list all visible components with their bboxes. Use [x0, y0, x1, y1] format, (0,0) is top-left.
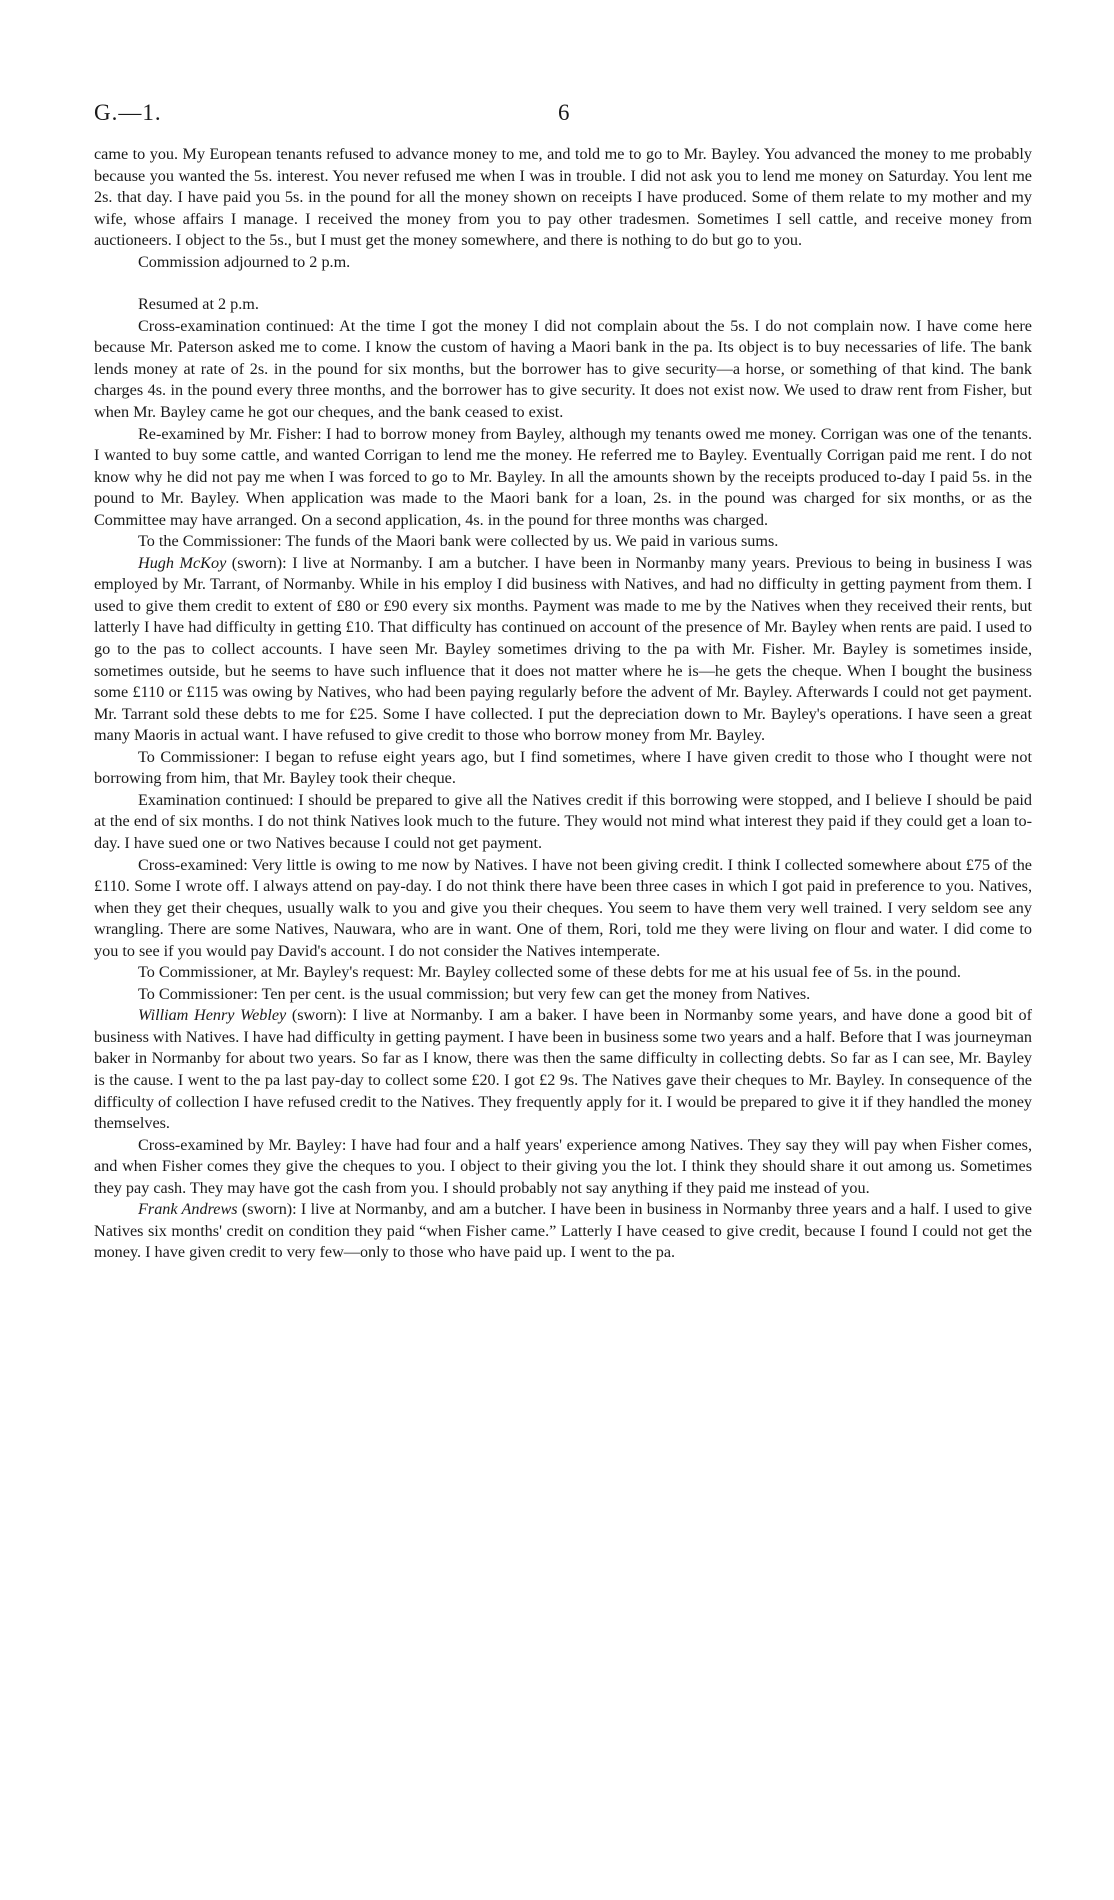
page-number: 6 [558, 100, 570, 125]
paragraph-cross-examined [94, 855, 1032, 963]
paragraph-text: (sworn): I live at Normanby, and am a butcher. I have been in business in Normanby three years and a half. I used to give Natives six months' credit on condition they paid “when Fisher came.” Latterly I have ceased to give credit, because I found I could not get the money. I have given credit to very few—only to those who have paid up. I went to the pa. [94, 1200, 1032, 1262]
paragraph-text: came to you. My European tenants refused to advance money to me, and told me to go to Mr. Bayley. You advanced the money to me probably because you wanted the 5s. interest. You never refused me when I was in trouble. I did not ask you to lend me money on Saturday. You lent me 2s. that day. I have paid you 5s. in the pound for all the money shown on receipts I have produced. Some of them relate to my mother and my wife, whose affairs I manage. I received the money from you to pay other tradesmen. Sometimes I sell cattle, and receive money from auctioneers. I object to the 5s., but I must get the money somewhere, and there is nothing to do but go to you. [94, 145, 1032, 250]
paragraph-cross-examined-by-bayley [94, 1135, 1032, 1200]
witness-name: William Henry Webley [138, 1006, 287, 1025]
paragraph-to-commissioner [94, 747, 1032, 790]
paragraph-text: Cross-examined: Very little is owing to me now by Natives. I have not been giving credit. I think I collected somewhere about £75 of the £110. Some I wrote off. I always attend on pay-day. I do not think there have been three cases in which I got paid in preference to you. Natives, when they get their cheques, usually walk to you and give you their cheques. You seem to have them very well trained. I very seldom see any wrangling. There are some Natives, Nauwara, who are in want. One of them, Rori, told me they were living on flour and water. I did come to you to see if you would pay David's account. I do not consider the Natives intemperate. [94, 855, 1032, 960]
paragraph-to-commissioner-request [94, 962, 1032, 984]
page-header [94, 100, 1032, 144]
paragraph-text: To Commissioner: Ten per cent. is the usual commission; but very few can get the money from Natives. [138, 984, 811, 1003]
paragraph-text: Examination continued: I should be prepared to give all the Natives credit if this borrowing were stopped, and I believe I should be paid at the end of six months. I do not think Natives look much to the future. They would not mind what interest they paid if they could get a loan to-day. I have sued one or two Natives because I could not get payment. [94, 790, 1032, 852]
paragraph-adjournment [94, 252, 1032, 274]
paragraph-text: (sworn): I live at Normanby. I am a butcher. I have been in Normanby many years. Previous to being in business I was employed by Mr. Tarrant, of Normanby. While in his employ I did business with Natives, and had no difficulty in getting payment from them. I used to give them credit to extent of £80 or £90 every six months. Payment was made to me by the Natives when they received their rents, but latterly I have had difficulty in getting £10. That difficulty has continued on account of the presence of Mr. Bayley when rents are paid. I used to go to the pas to collect accounts. I have seen Mr. Bayley sometimes driving to the pa with Mr. Fisher. Mr. Bayley is sometimes inside, sometimes outside, but he seems to have such influence that it does not matter where he is—he gets the cheque. When I bought the business some £110 or £115 was owing by Natives, who had been paying regularly before the advent of Mr. Bayley. Afterwards I could not get payment. Mr. Tarrant sold these debts to me for £25. Some I have collected. I put the depreciation down to Mr. Bayley's operations. I have seen a great many Maoris in actual want. I have refused to give credit to those who borrow money from Mr. Bayley. [94, 553, 1032, 745]
paragraph-resumed [94, 294, 1032, 316]
document-reference: G.—1. [94, 100, 162, 125]
paragraph-text: To Commissioner, at Mr. Bayley's request: Mr. Bayley collected some of these debts for me at his usual fee of 5s. in the pound. [138, 963, 961, 982]
witness-name: Frank Andrews [138, 1200, 238, 1219]
body-text [94, 144, 1032, 1264]
paragraph-cross-examination [94, 316, 1032, 424]
paragraph-re-examination [94, 424, 1032, 532]
document-page [94, 100, 1032, 1264]
paragraph-to-commissioner [94, 984, 1032, 1006]
paragraph-to-commissioner [94, 531, 1032, 553]
paragraph-andrews-testimony [94, 1199, 1032, 1264]
paragraph-text: Resumed at 2 p.m. [138, 295, 259, 314]
paragraph-webley-testimony [94, 1005, 1032, 1134]
paragraph-text: To Commissioner: I began to refuse eight years ago, but I find sometimes, where I have given credit to those who I thought were not borrowing from him, that Mr. Bayley took their cheque. [94, 747, 1032, 788]
paragraph-text: (sworn): I live at Normanby. I am a baker. I have been in Normanby some years, and have done a good bit of business with Natives. I have had difficulty in getting payment. I have been in business some two years and a half. Before that I was journeyman baker in Normanby for about two years. So far as I know, there was then the same difficulty in collecting debts. So far as I can see, Mr. Bayley is the cause. I went to the pa last pay-day to collect some £20. I got £2 9s. The Natives gave their cheques to Mr. Bayley. In consequence of the difficulty of collection I have refused credit to the Natives. They frequently apply for it. I would be prepared to give it if they handled the money themselves. [94, 1006, 1032, 1133]
paragraph-text: Commission adjourned to 2 p.m. [138, 252, 351, 271]
paragraph-continuation [94, 144, 1032, 252]
paragraph-text: Cross-examined by Mr. Bayley: I have had four and a half years' experience among Natives. They say they will pay when Fisher comes, and when Fisher comes they give the cheques to you. I object to their giving you the lot. I think they should share it out among us. Sometimes they pay cash. They may have got the cash from you. I should probably not say anything if they paid me instead of you. [94, 1135, 1032, 1197]
paragraph-text: To the Commissioner: The funds of the Maori bank were collected by us. We paid in various sums. [138, 532, 779, 551]
paragraph-text: Re-examined by Mr. Fisher: I had to borrow money from Bayley, although my tenants owed me money. Corrigan was one of the tenants. I wanted to buy some cattle, and wanted Corrigan to lend me the money. He referred me to Bayley. Eventually Corrigan paid me rent. I do not know why he did not pay me when I was forced to go to Mr. Bayley. In all the amounts shown by the receipts produced to-day I paid 5s. in the pound to Mr. Bayley. When application was made to the Maori bank for a loan, 2s. in the pound was charged for six months, or as the Committee may have arranged. On a second application, 4s. in the pound for three months was charged. [94, 424, 1032, 529]
paragraph-examination-continued [94, 790, 1032, 855]
paragraph-mckoy-testimony [94, 553, 1032, 747]
witness-name: Hugh McKoy [138, 553, 227, 572]
paragraph-text: Cross-examination continued: At the time I got the money I did not complain about the 5s. I do not complain now. I have come here because Mr. Paterson asked me to come. I know the custom of having a Maori bank in the pa. Its object is to buy necessaries of life. The bank lends money at rate of 2s. in the pound for six months, but the borrower has to give security—a horse, or something of that kind. The bank charges 4s. in the pound every three months, and the borrower has to give security. It does not exist now. We used to draw rent from Fisher, but when Mr. Bayley came he got our cheques, and the bank ceased to exist. [94, 316, 1032, 422]
